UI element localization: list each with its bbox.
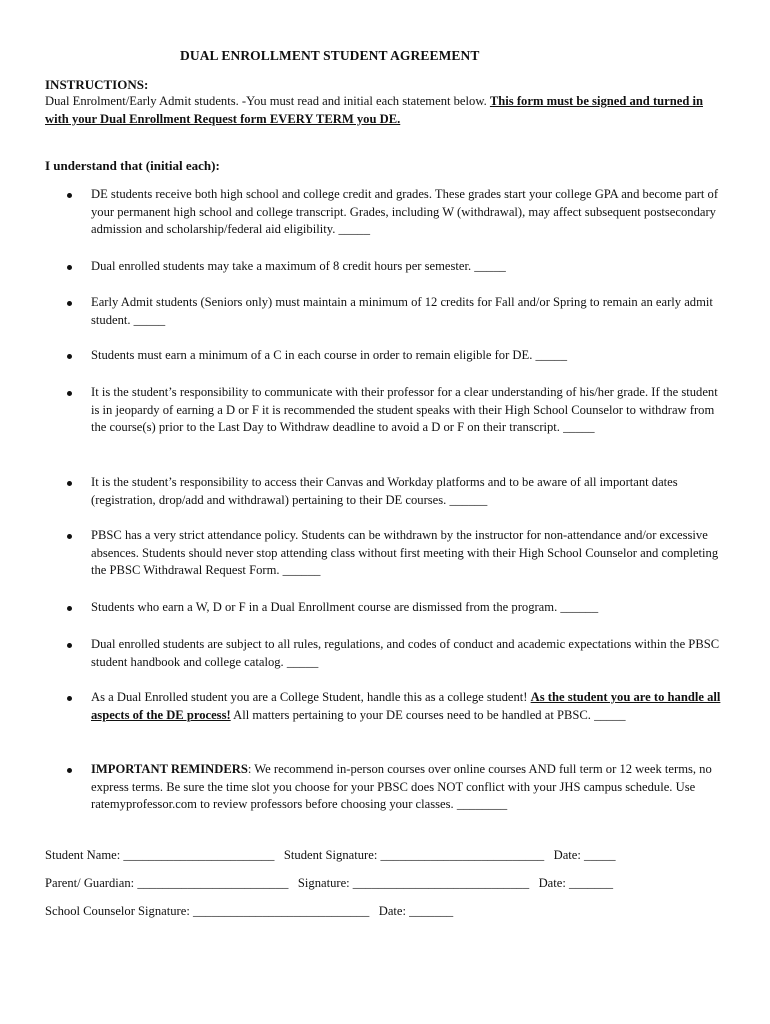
- list-item: [91, 258, 727, 276]
- list-item: [91, 689, 727, 724]
- bullet-icon: [67, 534, 72, 539]
- bullet-icon: [67, 643, 72, 648]
- statement-text: DE students receive both high school and college credit and grades. These grades start your college GPA and become part of your permanent high school and college transcript. Grades, including W (withdrawal), may affect subsequent postsecondary admission and scholarship/federal aid eligibility. _____: [91, 187, 719, 236]
- instructions-body: Dual Enrolment/Early Admit students. -You must read and initial each statement below.: [45, 94, 490, 108]
- statement-text: Early Admit students (Seniors only) must maintain a minimum of 12 credits for Fall and/or Spring to remain an early admit student. _____: [91, 295, 713, 327]
- list-item: [91, 474, 727, 509]
- statement-emphasis: As the student you are to handle all aspects of the DE process!: [91, 690, 721, 722]
- counselor-signature-line[interactable]: School Counselor Signature: ____________________________ Date: _______: [45, 904, 454, 918]
- statement-text: It is the student’s responsibility to communicate with their professor for a clear understanding of his/her grade. If the student is in jeopardy of earning a D or F it is recommended the student speaks with their High School Counselor to withdraw from the course(s) prior to the Last Day to Withdraw deadline to avoid a D or F on their transcript. _____: [91, 385, 718, 434]
- statement-post: All matters pertaining to your DE courses need to be handled at PBSC. _____: [230, 707, 626, 722]
- page-title: DUAL ENROLLMENT STUDENT AGREEMENT: [180, 48, 480, 63]
- bullet-icon: [67, 391, 72, 396]
- instructions-emphasis: This form must be signed and turned in with your Dual Enrollment Request form EVERY TERM you DE.: [45, 94, 703, 126]
- parent-signature-line[interactable]: Parent/ Guardian: ________________________ Signature: ____________________________ Date: _______: [45, 876, 614, 890]
- reminders-label: IMPORTANT REMINDERS: [91, 762, 248, 776]
- list-item: [91, 294, 727, 329]
- statement-text: Students who earn a W, D or F in a Dual Enrollment course are dismissed from the program. ______: [91, 600, 599, 614]
- bullet-icon: [67, 696, 72, 701]
- instructions-heading: INSTRUCTIONS:: [45, 77, 149, 92]
- bullet-icon: [67, 301, 72, 306]
- bullet-icon: [67, 768, 72, 773]
- instructions-text: [45, 93, 725, 128]
- list-item: [91, 636, 727, 671]
- student-signature-line[interactable]: Student Name: ________________________ Student Signature: __________________________ Date: _____: [45, 848, 616, 862]
- list-item: [91, 347, 727, 365]
- understand-heading: I understand that (initial each):: [45, 158, 220, 173]
- statement-text: Dual enrolled students are subject to all rules, regulations, and codes of conduct and academic expectations within the PBSC student handbook and college catalog. _____: [91, 637, 720, 669]
- bullet-icon: [67, 193, 72, 198]
- statement-text: PBSC has a very strict attendance policy. Students can be withdrawn by the instructor for non-attendance and/or excessive absences. Students should never stop attending class without first meeting with their High School Counselor and completing the PBSC Withdrawal Request Form. ______: [91, 528, 719, 577]
- statement-pre: As a Dual Enrolled student you are a College Student, handle this as a college student!: [91, 690, 531, 704]
- bullet-icon: [67, 265, 72, 270]
- bullet-icon: [67, 606, 72, 611]
- list-item: [91, 384, 727, 437]
- statement-text: Dual enrolled students may take a maximum of 8 credit hours per semester. _____: [91, 259, 506, 273]
- statement-text: : We recommend in-person courses over online courses AND full term or 12 week terms, no express terms. Be sure the time slot you choose for your PBSC does NOT conflict with your JHS campus schedule. Use ratemyprofessor.com to review professors before choosing your classes. ________: [91, 762, 712, 811]
- list-item: [91, 761, 727, 814]
- statement-text: It is the student’s responsibility to access their Canvas and Workday platforms and to be aware of all important dates (registration, drop/add and withdrawal) pertaining to their DE courses. ______: [91, 475, 678, 507]
- bullet-icon: [67, 354, 72, 359]
- list-item: [91, 527, 727, 580]
- list-item: [91, 186, 727, 239]
- statement-text: Students must earn a minimum of a C in each course in order to remain eligible for DE. _____: [91, 348, 567, 362]
- list-item: [91, 599, 727, 617]
- bullet-icon: [67, 481, 72, 486]
